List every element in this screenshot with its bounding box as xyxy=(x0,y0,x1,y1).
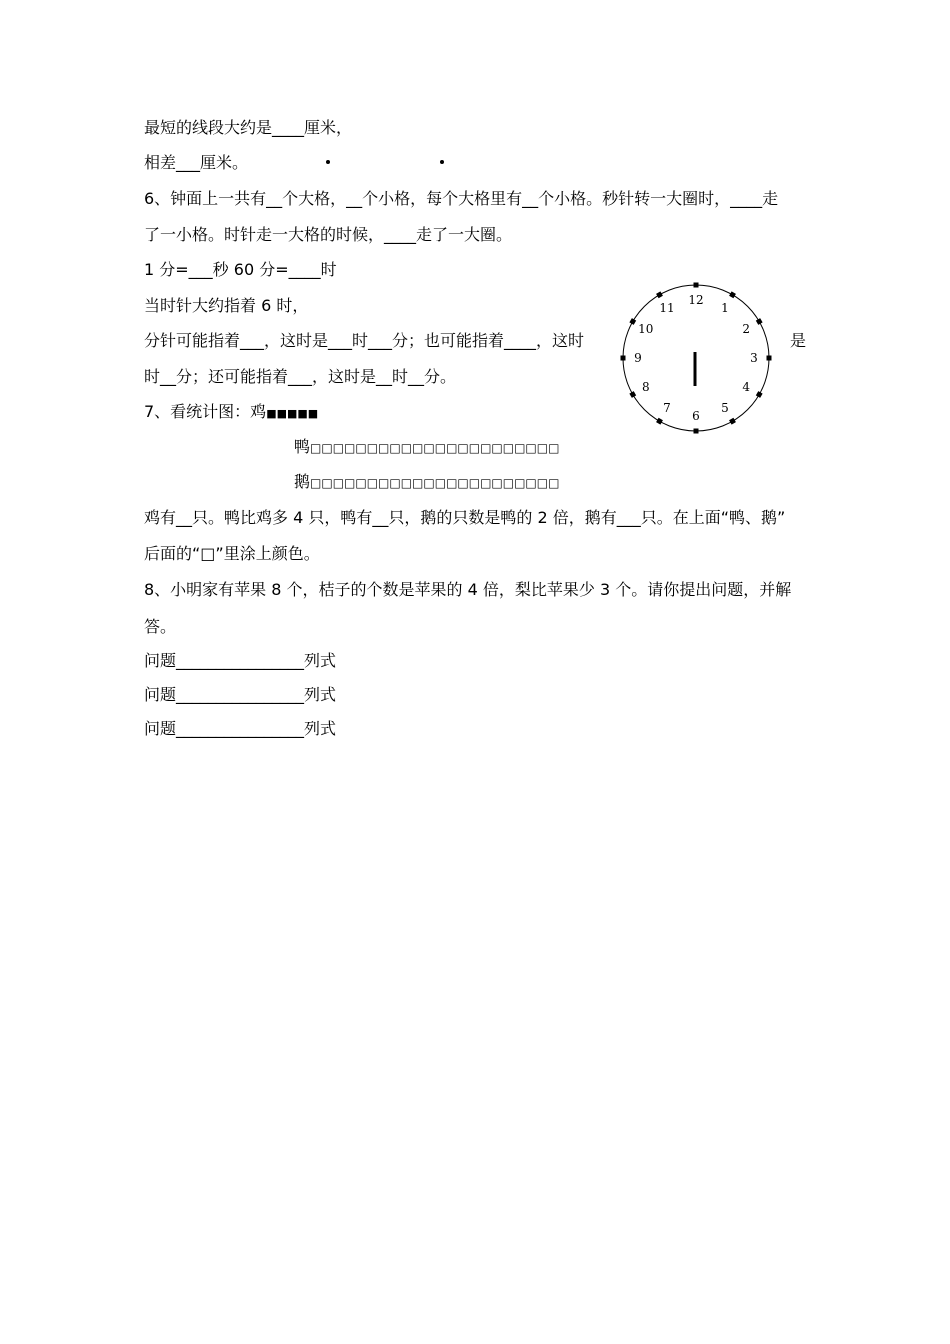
clock-tick xyxy=(767,356,772,361)
clock-face xyxy=(618,280,774,436)
clock-number: 12 xyxy=(688,293,704,307)
question-6-conversion: 1 分=___秒 60 分=____时 xyxy=(144,260,337,279)
question-6-minute-hand-end: 是 xyxy=(790,331,807,350)
clock-number: 6 xyxy=(692,409,700,423)
clock-number: 5 xyxy=(721,401,729,416)
clock-number: 8 xyxy=(641,380,650,394)
question-6-hour-hand: 当时针大约指着 6 时， xyxy=(144,296,309,315)
clock-tick xyxy=(656,291,663,298)
clock-tick xyxy=(621,356,626,361)
clock-tick xyxy=(694,429,699,434)
clock-number: 7 xyxy=(663,401,671,416)
question-8-ask-2: 问题________________列式 xyxy=(144,685,337,704)
goose-boxes: □□□□□□□□□□□□□□□□□□□□□□ xyxy=(310,476,560,490)
clock-number: 2 xyxy=(742,322,751,336)
goose-row xyxy=(294,472,559,493)
chicken-bar: ■■■■■ xyxy=(266,407,319,420)
point-a xyxy=(326,160,330,164)
clock-tick xyxy=(694,283,699,288)
clock-tick xyxy=(629,391,636,398)
duck-boxes: □□□□□□□□□□□□□□□□□□□□□□ xyxy=(310,441,560,455)
question-7-title xyxy=(144,402,318,424)
duck-row xyxy=(294,437,559,458)
question-8-line-2: 答。 xyxy=(144,617,177,636)
clock-tick xyxy=(756,391,763,398)
clock-number: 3 xyxy=(750,351,758,365)
question-7-line-2: 后面的“□”里涂上颜色。 xyxy=(144,544,320,563)
line-shortest-segment: 最短的线段大约是____厘米， xyxy=(144,118,353,137)
question-7-title-text: 7、看统计图：鸡 xyxy=(144,402,267,421)
clock-tick xyxy=(729,418,736,425)
clock-tick xyxy=(656,418,663,425)
question-6-minute-hand: 分针可能指着___，这时是___时___分；也可能指着____，这时 xyxy=(144,331,585,350)
question-7-line-1: 鸡有__只。鸭比鸡多 4 只，鸭有__只，鹅的只数是鸭的 2 倍，鹅有___只。在上面“鸭、鹅” xyxy=(144,508,786,527)
clock-number: 4 xyxy=(742,380,751,394)
clock-number: 10 xyxy=(638,322,654,336)
question-8-line-1: 8、小明家有苹果 8 个，桔子的个数是苹果的 4 倍，梨比苹果少 3 个。请你提出问题，并解 xyxy=(144,580,792,599)
clock-number: 11 xyxy=(659,300,675,315)
duck-label: 鸭 xyxy=(294,437,311,456)
clock-tick xyxy=(729,291,736,298)
point-b xyxy=(440,160,444,164)
line-difference: 相差___厘米。 xyxy=(144,153,249,172)
clock-tick xyxy=(629,318,636,325)
question-6-line-2: 了一小格。时针走一大格的时候，____走了一大圈。 xyxy=(144,225,513,244)
goose-label: 鹅 xyxy=(294,472,311,491)
question-8-ask-1: 问题________________列式 xyxy=(144,651,337,670)
question-6-line-last: 时__分；还可能指着___，这时是__时__分。 xyxy=(144,367,457,386)
question-6-line-1: 6、钟面上一共有__个大格，__个小格，每个大格里有__个小格。秒针转一大圈时，____走 xyxy=(144,189,779,208)
clock-tick xyxy=(756,318,763,325)
clock-number: 1 xyxy=(721,300,729,315)
clock-number: 9 xyxy=(634,351,642,365)
question-8-ask-3: 问题________________列式 xyxy=(144,719,337,738)
